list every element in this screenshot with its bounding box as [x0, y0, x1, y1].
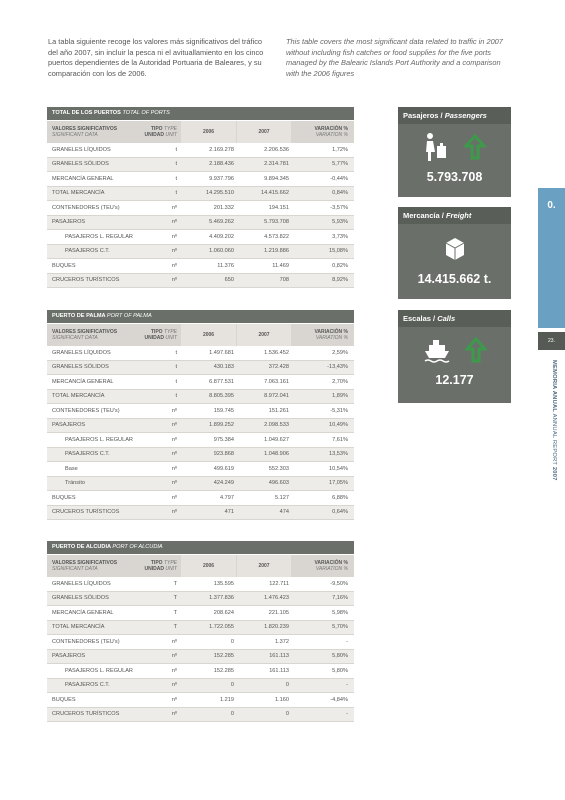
intro-english: This table covers the most significant data related to traffic in 2007 without including fish catches or food supplies for the five ports managed by the Balearic Islands Port Authority and a comparison with the 2006 figures: [286, 37, 503, 78]
row-label: MERCANCÍA GENERAL: [52, 609, 114, 616]
row-label: PASAJEROS L. REGULAR: [65, 233, 133, 240]
arrow-up-icon: [465, 337, 487, 363]
row-value-2007: 122.711: [269, 580, 289, 587]
row-variation: -5,31%: [330, 407, 348, 414]
row-variation: 2,70%: [332, 378, 348, 385]
table-title: PUERTO DE PALMA PORT OF PALMA: [47, 310, 354, 323]
row-value-2006: 1.899.252: [209, 422, 234, 429]
col-label-header: VALORES SIGNIFICATIVOS SIGNIFICANT DATA: [52, 329, 118, 341]
row-value-2007: 1.820.239: [264, 624, 289, 631]
row-unit: nº: [171, 262, 177, 269]
row-value-2006: 2.188.436: [209, 161, 234, 168]
row-unit: nº: [171, 653, 177, 660]
table-row: [47, 259, 354, 274]
passengers-box-title: Pasajeros / Passengers: [398, 107, 511, 124]
table-row: [47, 693, 354, 708]
col-variation-header: VARIACIÓN % VARIATION %: [314, 329, 348, 341]
row-value-2007: 2.098.533: [264, 422, 289, 429]
row-variation: 1,72%: [332, 146, 348, 153]
row-unit: nº: [171, 436, 177, 443]
row-value-2006: 152.285: [213, 667, 234, 674]
row-variation: -0,44%: [330, 175, 348, 182]
row-label: GRANELES LÍQUIDOS: [52, 349, 111, 356]
row-value-2007: 5.127: [275, 494, 289, 501]
row-unit: t: [175, 146, 177, 153]
table-row: [47, 230, 354, 245]
table-row: [47, 448, 354, 463]
row-variation: 13,53%: [329, 451, 348, 458]
row-value-2006: 650: [224, 277, 234, 284]
row-value-2006: 471: [224, 509, 234, 516]
row-value-2006: 9.937.796: [209, 175, 234, 182]
row-value-2006: 14.295.510: [206, 190, 234, 197]
row-value-2007: 221.105: [268, 609, 289, 616]
row-label: BUQUES: [52, 494, 76, 501]
row-value-2006: 5.469.262: [209, 219, 234, 226]
col-variation-header: VARIACIÓN % VARIATION %: [314, 126, 348, 138]
row-variation: 0,64%: [332, 509, 348, 516]
col-unit-header: TIPO TYPE UNIDAD UNIT: [144, 329, 177, 341]
row-value-2007: 161.113: [269, 667, 289, 674]
col-2007-header: 2007: [236, 121, 291, 143]
row-variation: 8,92%: [332, 277, 348, 284]
row-value-2007: 2.206.536: [264, 146, 289, 153]
row-unit: T: [173, 609, 177, 616]
traffic-table: [47, 310, 354, 520]
traffic-table: [47, 107, 354, 288]
row-label: Tránsito: [65, 480, 85, 487]
row-variation: 15,08%: [329, 248, 348, 255]
row-label: GRANELES SÓLIDOS: [52, 161, 109, 168]
row-unit: nº: [171, 696, 177, 703]
row-variation: -: [346, 711, 348, 718]
row-variation: 10,49%: [329, 422, 348, 429]
row-label: GRANELES SÓLIDOS: [52, 595, 109, 602]
row-value-2006: 0: [230, 711, 234, 718]
row-value-2006: 1.377.836: [209, 595, 234, 602]
row-variation: 5,80%: [332, 667, 348, 674]
row-value-2007: 496.603: [268, 480, 289, 487]
row-label: CONTENEDORES (TEU's): [52, 407, 120, 414]
row-label: MERCANCÍA GENERAL: [52, 378, 114, 385]
row-unit: nº: [171, 407, 177, 414]
calls-box: [398, 310, 511, 403]
row-variation: 7,61%: [332, 436, 348, 443]
row-unit: nº: [171, 204, 177, 211]
row-unit: t: [175, 175, 177, 182]
row-unit: T: [173, 624, 177, 631]
table-title: PUERTO DE ALCUDIA PORT OF ALCUDIA: [47, 541, 354, 554]
row-label: PASAJEROS L. REGULAR: [65, 667, 133, 674]
row-variation: -4,84%: [330, 696, 348, 703]
row-unit: nº: [171, 422, 177, 429]
row-value-2006: 0: [230, 682, 234, 689]
row-value-2007: 1.372: [275, 638, 289, 645]
row-value-2007: 0: [285, 682, 289, 689]
row-value-2006: 1.060.060: [209, 248, 234, 255]
row-variation: -: [346, 638, 348, 645]
row-unit: t: [175, 364, 177, 371]
passengers-value: 5.793.708: [426, 170, 483, 184]
table-row: [47, 143, 354, 158]
intro-spanish: La tabla siguiente recoge los valores más significativos del tráfico del año 2007, sin incluir la pesca ni el avituallamiento en los cinco puertos dependientes de la Autoridad Portuaria de Baleares, y su comparación con los de 2006.: [48, 37, 264, 78]
row-label: BUQUES: [52, 696, 76, 703]
passenger-icon: [424, 132, 450, 162]
row-value-2006: 1.219: [220, 696, 234, 703]
col-variation-header: VARIACIÓN % VARIATION %: [314, 560, 348, 572]
row-label: Base: [65, 465, 78, 472]
table-row: [47, 577, 354, 592]
row-label: PASAJEROS C.T.: [65, 248, 110, 255]
table-row: [47, 158, 354, 173]
row-variation: 10,54%: [329, 465, 348, 472]
row-value-2007: 161.113: [269, 653, 289, 660]
row-label: CRUCEROS TURÍSTICOS: [52, 277, 120, 284]
table-row: [47, 172, 354, 187]
row-unit: nº: [171, 682, 177, 689]
row-variation: 5,98%: [332, 609, 348, 616]
row-variation: 3,73%: [332, 233, 348, 240]
row-value-2007: 7.063.161: [264, 378, 289, 385]
col-unit-header: TIPO TYPE UNIDAD UNIT: [144, 126, 177, 138]
table-row: [47, 187, 354, 202]
table-row: [47, 679, 354, 694]
row-label: BUQUES: [52, 262, 76, 269]
column-headers: [47, 555, 354, 577]
freight-box-icon: [442, 235, 468, 261]
table-row: [47, 375, 354, 390]
table-row: [47, 635, 354, 650]
row-value-2006: 8.805.395: [209, 393, 234, 400]
row-value-2006: 0: [230, 638, 234, 645]
calls-icons: [398, 327, 511, 373]
row-value-2006: 201.332: [213, 204, 234, 211]
row-label: PASAJEROS C.T.: [65, 451, 110, 458]
column-headers: [47, 324, 354, 346]
row-value-2007: 9.894.345: [264, 175, 289, 182]
table-row: [47, 606, 354, 621]
row-label: TOTAL MERCANCÍA: [52, 190, 105, 197]
row-label: PASAJEROS: [52, 653, 86, 660]
row-label: PASAJEROS: [52, 422, 86, 429]
row-label: PASAJEROS C.T.: [65, 682, 110, 689]
row-value-2007: 708: [279, 277, 289, 284]
row-value-2007: 1.048.906: [264, 451, 289, 458]
table-row: [47, 419, 354, 434]
row-unit: nº: [171, 667, 177, 674]
row-unit: nº: [171, 494, 177, 501]
row-value-2007: 0: [285, 711, 289, 718]
row-label: CRUCEROS TURÍSTICOS: [52, 711, 120, 718]
row-value-2007: 1.049.627: [264, 436, 289, 443]
row-value-2006: 152.285: [213, 653, 234, 660]
row-value-2006: 159.745: [213, 407, 234, 414]
chapter-tab: [538, 188, 565, 328]
row-value-2007: 2.314.781: [264, 161, 289, 168]
table-row: [47, 664, 354, 679]
arrow-up-icon: [464, 134, 486, 160]
col-2006-header: 2006: [181, 324, 236, 346]
table-row: [47, 491, 354, 506]
table-row: [47, 477, 354, 492]
row-unit: t: [175, 378, 177, 385]
chapter-number: 0.: [547, 200, 556, 211]
table-row: [47, 361, 354, 376]
row-variation: 5,93%: [332, 219, 348, 226]
calls-box-title: Escalas / Calls: [398, 310, 511, 327]
row-label: PASAJEROS L. REGULAR: [65, 436, 133, 443]
row-value-2007: 474: [279, 509, 289, 516]
passengers-box: [398, 107, 511, 197]
row-unit: nº: [171, 509, 177, 516]
row-unit: nº: [171, 451, 177, 458]
row-unit: nº: [171, 248, 177, 255]
row-variation: 5,77%: [332, 161, 348, 168]
row-variation: -13,43%: [327, 364, 348, 371]
row-unit: nº: [171, 233, 177, 240]
traffic-table: [47, 541, 354, 722]
page-number: 23.: [538, 332, 565, 350]
row-value-2006: 208.624: [213, 609, 234, 616]
col-2007-header: 2007: [236, 324, 291, 346]
freight-box-title: Mercancía / Freight: [398, 207, 511, 224]
row-variation: -9,50%: [330, 580, 348, 587]
row-variation: 0,84%: [332, 190, 348, 197]
row-unit: nº: [171, 480, 177, 487]
row-variation: 17,05%: [329, 480, 348, 487]
table-row: [47, 274, 354, 289]
row-variation: -: [346, 682, 348, 689]
row-value-2006: 4.409.202: [209, 233, 234, 240]
row-variation: 2,59%: [332, 349, 348, 356]
row-value-2006: 424.249: [213, 480, 234, 487]
col-unit-header: TIPO TYPE UNIDAD UNIT: [144, 560, 177, 572]
row-unit: t: [175, 349, 177, 356]
col-2006-header: 2006: [181, 555, 236, 577]
row-value-2006: 11.376: [217, 262, 234, 269]
row-label: PASAJEROS: [52, 219, 86, 226]
freight-value: 14.415.662 t.: [417, 272, 492, 286]
row-value-2006: 430.183: [213, 364, 234, 371]
row-value-2007: 151.261: [268, 407, 289, 414]
row-value-2006: 6.877.531: [209, 378, 234, 385]
table-row: [47, 433, 354, 448]
row-label: CONTENEDORES (TEU's): [52, 204, 120, 211]
row-unit: t: [175, 161, 177, 168]
row-variation: 7,16%: [332, 595, 348, 602]
row-label: CRUCEROS TURÍSTICOS: [52, 509, 120, 516]
row-unit: t: [175, 393, 177, 400]
row-variation: 5,70%: [332, 624, 348, 631]
running-title: MEMORIA ANUAL ANNUAL REPORT 2007: [551, 360, 557, 481]
row-value-2006: 975.384: [213, 436, 234, 443]
row-value-2007: 552.303: [268, 465, 289, 472]
row-variation: 5,80%: [332, 653, 348, 660]
row-unit: nº: [171, 277, 177, 284]
table-row: [47, 621, 354, 636]
row-variation: 1,89%: [332, 393, 348, 400]
passengers-icons: [398, 124, 511, 170]
row-label: GRANELES LÍQUIDOS: [52, 580, 111, 587]
col-label-header: VALORES SIGNIFICATIVOS SIGNIFICANT DATA: [52, 560, 118, 572]
row-label: MERCANCÍA GENERAL: [52, 175, 114, 182]
row-unit: T: [173, 595, 177, 602]
row-label: GRANELES LÍQUIDOS: [52, 146, 111, 153]
table-row: [47, 346, 354, 361]
row-value-2006: 4.797: [220, 494, 234, 501]
table-row: [47, 201, 354, 216]
table-row: [47, 245, 354, 260]
table-row: [47, 462, 354, 477]
row-value-2007: 372.428: [268, 364, 289, 371]
table-title: TOTAL DE LOS PUERTOS TOTAL OF PORTS: [47, 107, 354, 120]
table-row: [47, 216, 354, 231]
ship-icon: [423, 337, 451, 363]
calls-value: 12.177: [435, 373, 474, 387]
row-value-2006: 2.169.278: [209, 146, 234, 153]
row-unit: t: [175, 190, 177, 197]
row-value-2007: 4.573.822: [264, 233, 289, 240]
row-unit: nº: [171, 638, 177, 645]
column-headers: [47, 121, 354, 143]
row-unit: T: [173, 580, 177, 587]
row-label: TOTAL MERCANCÍA: [52, 393, 105, 400]
row-value-2007: 1.160: [275, 696, 289, 703]
row-unit: nº: [171, 465, 177, 472]
row-value-2007: 11.469: [272, 262, 289, 269]
table-row: [47, 404, 354, 419]
row-variation: 6,88%: [332, 494, 348, 501]
row-label: GRANELES SÓLIDOS: [52, 364, 109, 371]
col-2006-header: 2006: [181, 121, 236, 143]
table-row: [47, 650, 354, 665]
row-label: CONTENEDORES (TEU's): [52, 638, 120, 645]
row-value-2007: 194.151: [268, 204, 289, 211]
col-2007-header: 2007: [236, 555, 291, 577]
row-value-2007: 14.415.662: [261, 190, 289, 197]
table-row: [47, 592, 354, 607]
row-unit: nº: [171, 219, 177, 226]
row-value-2007: 1.219.886: [264, 248, 289, 255]
row-value-2007: 8.972.041: [264, 393, 289, 400]
row-value-2006: 135.595: [213, 580, 234, 587]
col-label-header: VALORES SIGNIFICATIVOS SIGNIFICANT DATA: [52, 126, 118, 138]
row-value-2006: 499.619: [213, 465, 234, 472]
row-value-2007: 1.476.423: [264, 595, 289, 602]
table-row: [47, 708, 354, 723]
row-value-2006: 1.722.055: [209, 624, 234, 631]
freight-box: [398, 207, 511, 299]
table-row: [47, 390, 354, 405]
table-row: [47, 506, 354, 521]
row-value-2006: 923.868: [213, 451, 234, 458]
row-variation: 0,82%: [332, 262, 348, 269]
row-value-2006: 1.497.681: [209, 349, 234, 356]
row-value-2007: 5.793.708: [264, 219, 289, 226]
sidebar-running: [538, 330, 565, 800]
row-value-2007: 1.536.452: [264, 349, 289, 356]
row-variation: -3,57%: [330, 204, 348, 211]
freight-icons: [398, 224, 511, 272]
row-unit: nº: [171, 711, 177, 718]
row-label: TOTAL MERCANCÍA: [52, 624, 105, 631]
